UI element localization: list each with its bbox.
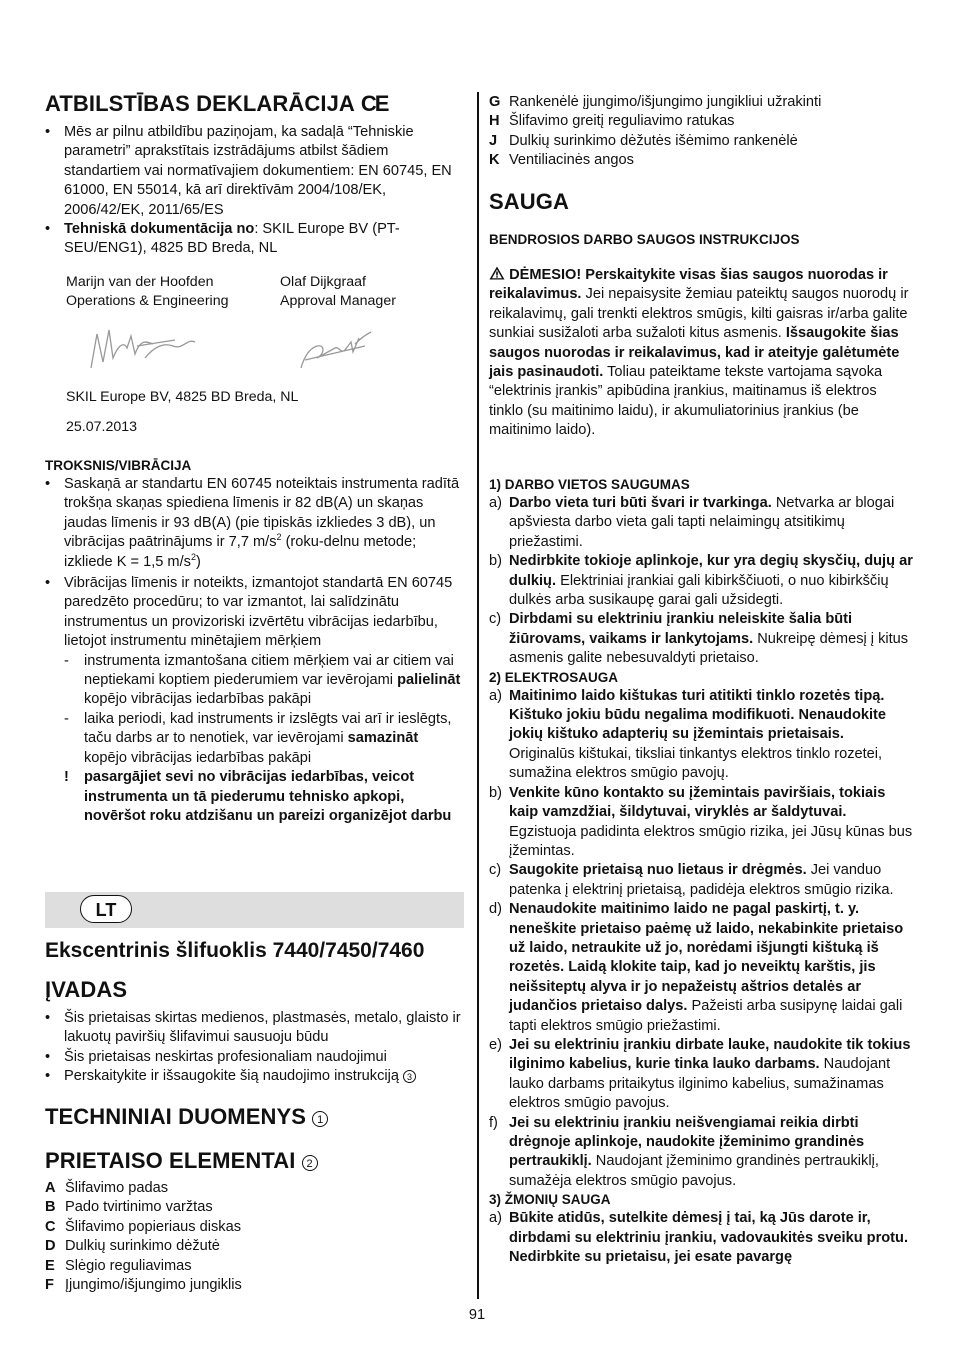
- element-item: F Įjungimo/išjungimo jungiklis: [45, 1277, 242, 1294]
- intro-bullet-1: • Šis prietaisas skirtas medienos, plastmasės, metalo, glaisto ir lakuotų paviršių šlifavimui sausuoju būdu: [45, 1009, 465, 1048]
- general-safety-title: BENDROSIOS DARBO SAUGOS INSTRUKCIJOS: [489, 232, 800, 247]
- language-badge: LT: [80, 895, 132, 923]
- signatory-2-name: Olaf Dijkgraaf: [280, 274, 366, 290]
- element-item: G Rankenėlė įjungimo/išjungimo jungikliui užrakinti: [489, 94, 822, 110]
- element-item: C Šlifavimo popieriaus diskas: [45, 1218, 242, 1235]
- product-title: Ekscentrinis šlifuoklis 7440/7450/7460: [45, 939, 425, 962]
- element-item: B Pado tvirtinimo varžtas: [45, 1199, 213, 1216]
- elements-title: PRIETAISO ELEMENTAI 2: [45, 1148, 465, 1174]
- section-2-title: 2) ELEKTROSAUGA: [489, 669, 619, 685]
- signatories: [66, 273, 506, 311]
- noise-vibration-title: TROKSNIS/VIBRĀCIJA: [45, 458, 192, 473]
- intro-bullet-3: • Perskaitykite ir išsaugokite šią naudojimo instrukciją 3: [45, 1067, 465, 1086]
- general-warning: DĖMESIO! Perskaitykite visas šias saugos nuorodas ir reikalavimus. Jei nepaisysite žemiau pateiktų saugos nuorodų ir reikalavimų, gali trenkti elektros smūgis, kilti gaisras ir/arba galite sunkiai susižaloti arba sužaloti kitus asmenis. Išsaugokite šias saugos nuorodas ir reikalavimus, kad ir ateityje galėtumėte jais pasinaudoti. Toliau pateiktame tekste vartojama sąvoka “elektrinis įrankis” apibūdina įrankius, maitinamus iš elektros tinklo (su maitinimo laidu), ir akumuliatorinius įrankius (be maitinimo laido).: [489, 267, 909, 439]
- company-address: SKIL Europe BV, 4825 BD Breda, NL: [66, 389, 299, 405]
- section-2-item-d: d) Nenaudokite maitinimo laido ne pagal paskirtį, t. y. neneškite prietaiso paėmę už laido, nekabinkite prietaiso už laido, netraukite už jo, norėdami išjungti kištuką iš rozetės. Laidą klokite taip, kad jo neveiktų karštis, jis neišsiteptų alyva ir jo nepažeistų aštrios detalės ar judančios prietaiso dalys. Pažeisti arba susipynę laidai gali tapti elektros smūgio priežastimi.: [489, 901, 904, 1034]
- noise-dash-2: - laika periodi, kad instruments ir izslēgts vai arī ir ieslēgts, taču darbs ar to nenotiek, var ievērojami samazināt kopējo vibrācijas iedarbības pakāpi: [64, 710, 452, 766]
- section-1-item-a: a) Darbo vieta turi būti švari ir tvarkinga. Netvarka ar blogai apšviesta darbo vieta gali tapti nelaimingų atsitikimų priežastimi.: [489, 495, 895, 550]
- elements-list-right: [489, 93, 913, 171]
- language-bar: [45, 892, 464, 928]
- intro-title: ĮVADAS: [45, 977, 128, 1002]
- warning-icon: [489, 266, 505, 280]
- signatory-1-name: Marijn van der Hoofden: [66, 274, 214, 290]
- declaration-bullet-2: • Tehniskā dokumentācija no: SKIL Europe BV (PT-SEU/ENG1), 4825 BD Breda, NL: [45, 220, 465, 259]
- section-2-item-e: e) Jei su elektriniu įrankiu dirbate lauke, naudokite tik tokius ilginimo kabelius, kurie tinka lauko darbams. Naudojant lauko darbams pritaikytus ilginimo kabelius, sumažinamas elektros smūgio pavojus.: [489, 1036, 911, 1112]
- signatory-2-role: Approval Manager: [280, 293, 396, 309]
- noise-bullet-1: • Saskaņā ar standartu EN 60745 noteiktais instrumenta radītā trokšņa skaņas spiediena līmenis ir 82 dB(A) un skaņas jaudas līmenis ir 93 dB(A) (pie tipiskās izkliedes 3 dB), un vibrācijas paātrinājums ir 7,7 $m/s^2$ (roku-delnu metode; izkliede K = 1,5 $m/s^2$): [45, 475, 465, 572]
- noise-bullet-2: • Vibrācijas līmenis ir noteikts, izmantojot standartā EN 60745 paredzēto procedūru; to var izmantot, lai salīdzinātu instrumentus un provizoriski izvērtētu vibrācijas iedarbību, lietojot instrumentu minētajiem mērķiem: [45, 574, 465, 652]
- declaration-title: ATBILSTĪBAS DEKLARĀCIJA CE: [45, 91, 388, 116]
- declaration-date: 25.07.2013: [66, 419, 138, 435]
- section-3-title: 3) ŽMONIŲ SAUGA: [489, 1192, 611, 1208]
- declaration-bullet-1: • Mēs ar pilnu atbildību paziņojam, ka sadaļā “Tehniskie parametri” aprakstītais izstrādājums atbilst šādiem standartiem vai normatīvajiem dokumentiem: EN 60745, EN 61000, EN 55014, kā arī direktīvām 2004/108/EK, 2006/42/EK, 2011/65/ES: [45, 123, 465, 220]
- section-1-title: 1) DARBO VIETOS SAUGUMAS: [489, 477, 690, 492]
- elements-list-left: [45, 1179, 465, 1295]
- element-item: J Dulkių surinkimo dėžutės išėmimo rankenėlė: [489, 132, 798, 149]
- section-2-item-f: f) Jei su elektriniu įrankiu neišvengiamai reikia dirbti drėgnoje aplinkoje, naudokite įžeminimo grandinės pertraukiklį. Naudojant įžeminimo grandinės pertraukiklį, sumažėja elektros smūgio pavojus.: [489, 1114, 879, 1189]
- figure-ref-1: 1: [312, 1111, 328, 1127]
- signatory-1-role: Operations & Engineering: [66, 293, 229, 309]
- section-2-item-a: a) Maitinimo laido kištukas turi atitikti tinklo rozetės tipą. Kištuko jokiu būdu negalima modifikuoti. Nenaudokite jokių kištuko adapterių su įžemintais prietaisais. Originalūs kištukai, tiksliai tinkantys elektros tinklo rozetei, sumažina elektros smūgio pavojų.: [489, 687, 887, 782]
- element-item: D Dulkių surinkimo dėžutė: [45, 1238, 220, 1255]
- noise-dash-1: - instrumenta izmantošana citiem mērķiem vai ar citiem vai neptiekami koptiem piederumiem var ievērojami palielināt kopējo vibrācijas iedarbības pakāpi: [64, 652, 461, 708]
- signature-2-icon: [295, 324, 375, 376]
- page-number: 91: [468, 1307, 486, 1323]
- tech-data-title: TECHNINIAI DUOMENYS 1: [45, 1104, 465, 1130]
- figure-ref-3: 3: [403, 1070, 416, 1083]
- section-1-item-b: b) Nedirbkite tokioje aplinkoje, kur yra degių skysčių, dujų ar dulkių. Elektriniai įrankiai gali kibirkščiuoti, o nuo kibirkščių dulkės arba susikaupę garai gali užsidegti.: [489, 553, 913, 609]
- safety-title: SAUGA: [489, 189, 569, 214]
- element-item: H Šlifavimo greitį reguliavimo ratukas: [489, 113, 735, 130]
- figure-ref-2: 2: [302, 1155, 318, 1171]
- element-item: E Slėgio reguliavimas: [45, 1257, 192, 1274]
- section-2-item-b: b) Venkite kūno kontakto su įžemintais paviršiais, tokiais kaip vamzdžiai, šildytuvai, viryklės ar šaldytuvai. Egzistuoja padidinta elektros smūgio rizika, jei Jūsų kūnas bus įžemintas.: [489, 784, 913, 859]
- element-item: K Ventiliacinės angos: [489, 152, 634, 169]
- intro-bullet-2: • Šis prietaisas neskirtas profesionaliam naudojimui: [45, 1048, 465, 1067]
- section-1-item-c: c) Dirbdami su elektriniu įrankiu neleiskite šalia būti žiūrovams, vaikams ir lankytojams. Nukreipę dėmesį į kitus asmenis galite nebesuvaldyti prietaiso.: [489, 611, 909, 667]
- ce-mark: CE: [360, 91, 388, 116]
- element-item: A Šlifavimo padas: [45, 1180, 169, 1196]
- noise-exclamation: ! pasargājiet sevi no vibrācijas iedarbības, veicot instrumenta un tā piederumu tehnisko apkopi, novēršot roku atdzišanu un pareizi organizējot darbu: [64, 769, 452, 824]
- section-2-item-c: c) Saugokite prietaisą nuo lietaus ir drėgmės. Jei vanduo patenka į elektrinį prietaisą, padidėja elektros smūgio rizika.: [489, 862, 894, 898]
- section-3-item-a: a) Būkite atidūs, sutelkite dėmesį į tai, ką Jūs darote ir, dirbdami su elektriniu įrankiu, vadovaukitės sveiku protu. Nedirbkite su prietaisu, jei esate pavargę: [489, 1210, 909, 1266]
- signature-1-icon: [83, 318, 203, 378]
